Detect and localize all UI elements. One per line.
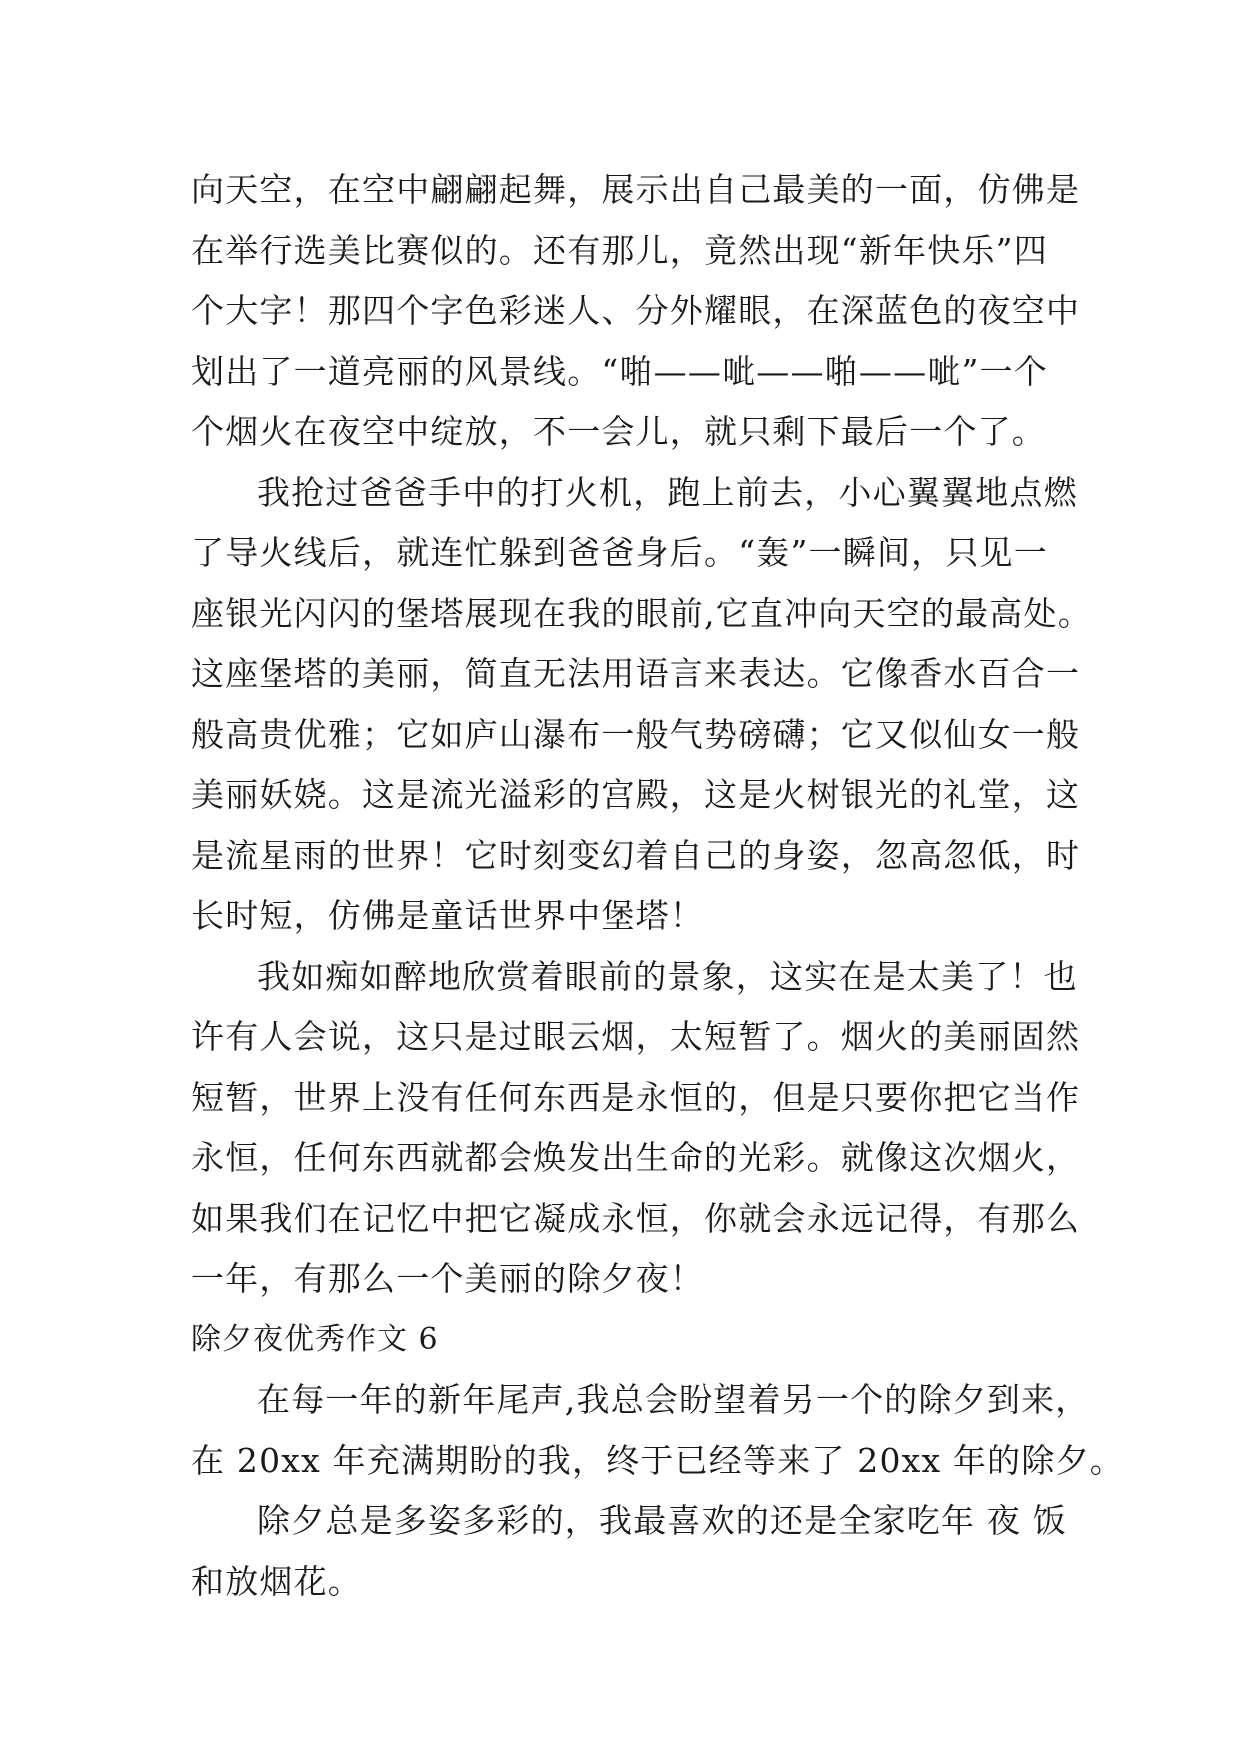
text-line: 这座堡塔的美丽，简直无法用语言来表达。它像香水百合一 xyxy=(191,654,1081,693)
text-line: 划出了一道亮丽的风景线。“啪——呲——啪——呲”一个 xyxy=(191,351,1048,391)
text-line: 在每一年的新年尾声,我总会盼望着另一个的除夕到来， xyxy=(257,1380,1090,1419)
text-line: 许有人会说，这只是过眼云烟，太短暂了。烟火的美丽固然 xyxy=(191,1017,1081,1056)
document-body xyxy=(191,160,1124,1612)
text-line: 在 20xx 年充满期盼的我，终于已经等来了 20xx 年的除夕。 xyxy=(191,1440,1124,1480)
text-line: 和放烟花。 xyxy=(191,1561,362,1601)
text-line: 向天空，在空中翩翩起舞，展示出自己最美的一面，仿佛是 xyxy=(191,170,1081,209)
text-line: 永恒，任何东西就都会焕发出生命的光彩。就像这次烟火， xyxy=(191,1138,1081,1177)
text-line: 美丽妖娆。这是流光溢彩的宫殿，这是火树银光的礼堂，这 xyxy=(191,775,1081,814)
section-heading xyxy=(191,1310,1071,1371)
text-line: 个烟火在夜空中绽放，不一会儿，就只剩下最后一个了。 xyxy=(191,412,1046,451)
paragraph-3 xyxy=(191,947,1081,1310)
text-line: 般高贵优雅；它如庐山瀑布一般气势磅礴；它又似仙女一般 xyxy=(191,714,1081,754)
text-line: 在举行选美比赛似的。还有那儿，竟然出现“新年快乐”四 xyxy=(191,230,1048,270)
paragraph-2 xyxy=(191,463,1092,947)
text-line: 是流星雨的世界！它时刻变幻着自己的身姿，忽高忽低，时 xyxy=(191,835,1081,875)
text-line: 个大字！那四个字色彩迷人、分外耀眼，在深蓝色的夜空中 xyxy=(191,291,1081,330)
text-line: 短暂，世界上没有任何东西是永恒的，但是只要你把它当作 xyxy=(191,1077,1081,1117)
text-line: 除夕总是多姿多彩的，我最喜欢的还是全家吃年 夜 饭 xyxy=(257,1501,1067,1540)
text-line: 了导火线后，就连忙躲到爸爸身后。“轰”一瞬间，只见一 xyxy=(191,533,1048,572)
paragraph-5 xyxy=(191,1491,1071,1612)
text-line: 我如痴如醉地欣赏着眼前的景象，这实在是太美了！也 xyxy=(257,956,1078,996)
text-line: 长时短，仿佛是童话世界中堡塔！ xyxy=(191,896,704,935)
text-line: 我抢过爸爸手中的打火机，跑上前去，小心翼翼地点燃 xyxy=(257,472,1078,512)
text-line: 一年，有那么一个美丽的除夕夜！ xyxy=(191,1259,704,1298)
paragraph-4 xyxy=(191,1370,1124,1491)
text-line: 如果我们在记忆中把它凝成永恒，你就会永远记得，有那么 xyxy=(191,1198,1081,1238)
text-line: 座银光闪闪的堡塔展现在我的眼前,它直冲向天空的最高处。 xyxy=(191,593,1092,633)
heading-text: 除夕夜优秀作文 6 xyxy=(191,1321,439,1357)
paragraph-1 xyxy=(191,160,1081,463)
